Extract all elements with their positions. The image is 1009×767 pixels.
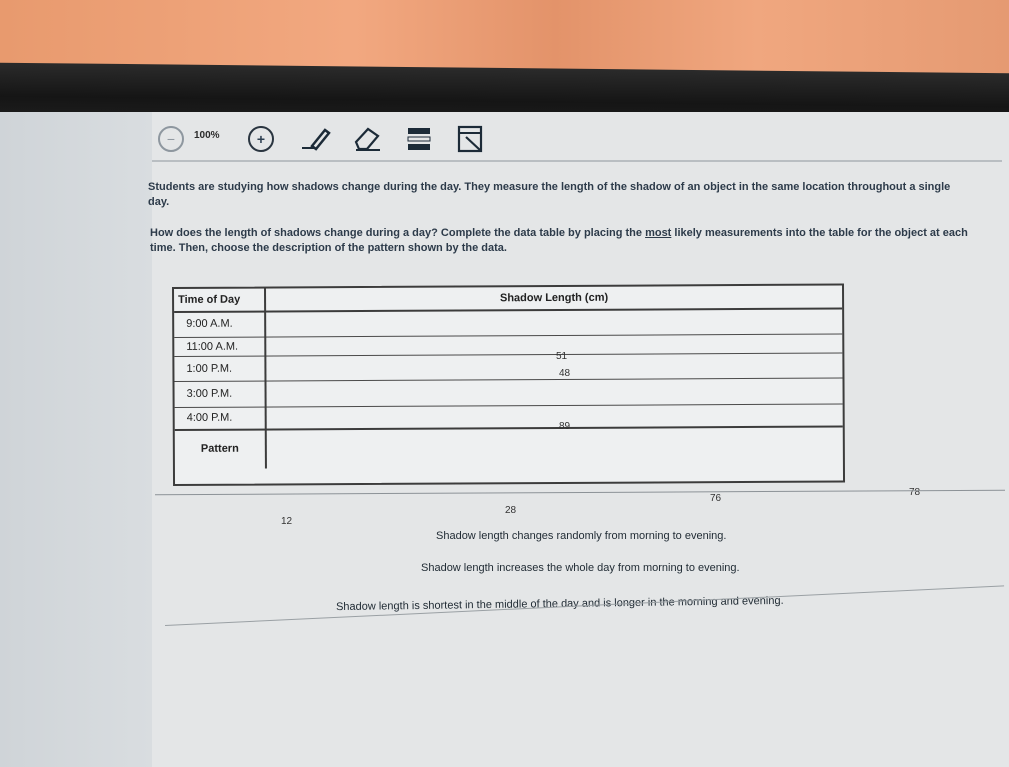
choice-increases[interactable]: Shadow length increases the whole day from morning to evening. [421, 562, 740, 574]
drop-cell[interactable] [266, 307, 842, 336]
drop-cell[interactable] [267, 403, 843, 428]
prompt-emphasis: most [645, 227, 672, 239]
draggable-value[interactable]: 48 [559, 368, 571, 379]
pattern-drop-cell[interactable] [267, 425, 843, 468]
zoom-in-icon[interactable]: + [248, 126, 274, 152]
left-margin [0, 112, 152, 767]
draggable-value[interactable]: 12 [281, 516, 293, 527]
reference-sheet-icon[interactable] [456, 124, 486, 154]
time-cell: 1:00 P.M. [174, 356, 266, 381]
draggable-value[interactable]: 78 [909, 487, 921, 498]
draggable-value[interactable]: 89 [559, 421, 571, 432]
choice-random[interactable]: Shadow length changes randomly from morning to evening. [436, 530, 727, 542]
time-cell: 11:00 A.M. [174, 337, 266, 356]
draggable-value[interactable]: 28 [505, 505, 517, 516]
question-intro: Students are studying how shadows change during the day. They measure the length of the shadow of an object in the same location throughout a single day. [148, 181, 951, 208]
time-cell: 4:00 P.M. [175, 407, 267, 429]
line-reader-icon[interactable] [406, 126, 432, 152]
pencil-icon[interactable] [298, 124, 334, 152]
question-prompt [150, 226, 990, 256]
eraser-icon[interactable] [350, 124, 386, 152]
time-cell: 9:00 A.M. [174, 311, 266, 337]
drop-cell[interactable] [266, 377, 842, 406]
data-table [172, 283, 845, 486]
draggable-value[interactable]: 76 [710, 493, 722, 504]
zoom-level: 100% [194, 130, 220, 141]
draggable-value[interactable]: 51 [556, 351, 568, 362]
toolbar [152, 120, 1002, 162]
zoom-out-icon[interactable]: − [158, 126, 184, 152]
prompt-text-1: How does the length of shadows change during a day? Complete the data table by placing the [150, 227, 646, 239]
prompt-text-2: likely measurements into the table for the object at each time. Then, choose the description of the pattern shown by the data. [150, 227, 968, 254]
choice-shortest-midday[interactable]: Shadow length is shortest in the middle of the day and is longer in the morning and evening. [335, 594, 784, 614]
time-cell: 3:00 P.M. [174, 381, 266, 407]
pattern-label: Pattern [175, 429, 267, 469]
header-shadow-length: Shadow Length (cm) [499, 291, 609, 305]
header-time: Time of Day [174, 289, 266, 311]
pattern-row [175, 425, 843, 468]
